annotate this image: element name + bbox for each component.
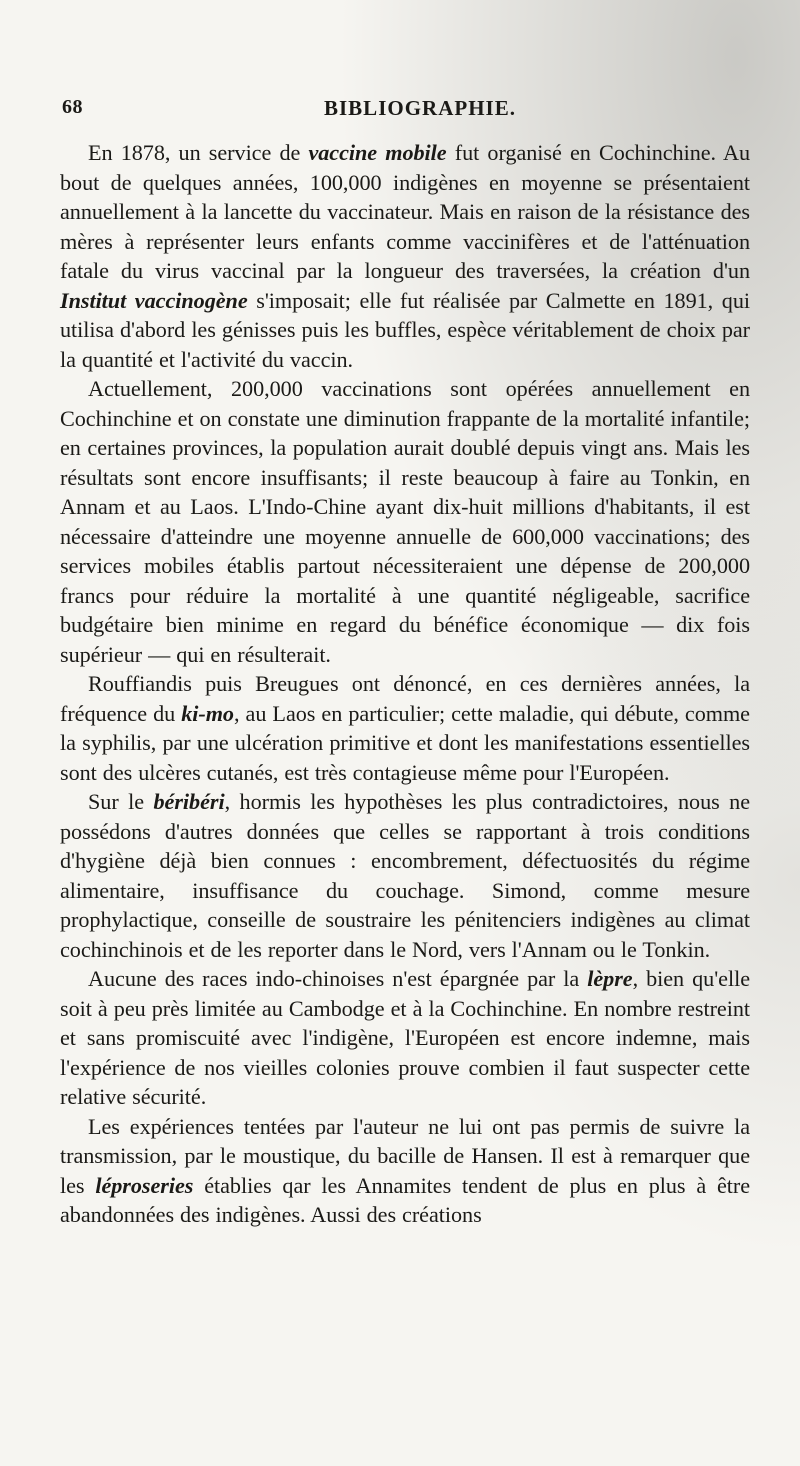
- text-segment: Actuellement, 200,000 vaccinations sont opérées annuellement en Cochinchine et on constate une diminution frappante de la mortalité infantile; en certaines provinces, la population aurait doublé depuis vingt ans. Mais les résultats sont encore insuffisants; il reste beaucoup à faire au Tonkin, en Annam et au Laos. L'Indo-Chine ayant dix-huit millions d'habitants, il est nécessaire d'atteindre une moyenne annuelle de 600,000 vaccinations; des services mobiles établis partout nécessiteraient une dépense de 200,000 francs pour réduire la mortalité à une quantité négligeable, sacrifice budgétaire bien minime en regard du bénéfice économique — dix fois supérieur — qui en résulterait.: [60, 376, 750, 667]
- italic-term: léproseries: [95, 1172, 194, 1198]
- paragraph-leproseries: [60, 1112, 750, 1230]
- paragraph-vaccine: [60, 138, 750, 374]
- running-title: BIBLIOGRAPHIE.: [324, 96, 516, 120]
- page-header: [62, 96, 737, 126]
- paragraph-lepre: [60, 964, 750, 1112]
- text-segment: Rouffiandis puis Breugues ont dénoncé, en ces dernières années, la fréquence du: [60, 671, 750, 726]
- paragraph-beriberi: [60, 787, 750, 964]
- italic-term: ki-mo: [181, 700, 234, 726]
- paragraph-vaccinations: [60, 374, 750, 669]
- italic-term: vaccine mobile: [308, 140, 447, 165]
- text-segment: Les expériences tentées par l'auteur ne lui ont pas permis de suivre la transmission, par le moustique, du bacille de Hansen. Il est à remarquer que les: [60, 1113, 750, 1198]
- text-segment: Aucune des races indo-chinoises n'est épargnée par la: [88, 966, 588, 991]
- text-segment: , bien qu'elle soit à peu près limitée au Cambodge et à la Cochinchine. En nombre restreint et sans promiscuité avec l'indigène, l'Européen est encore indemne, mais l'expérience de nos vieilles colonies prouve combien il faut suspecter cette relative sécurité.: [60, 966, 750, 1109]
- body-text: [60, 138, 750, 1230]
- italic-term: lèpre: [587, 966, 633, 991]
- italic-term: Institut vaccinogène: [60, 287, 248, 313]
- text-segment: s'imposait; elle fut réalisée par Calmette en 1891, qui utilisa d'abord les génisses puis les buffles, espèce véritablement de choix par la quantité et l'activité du vaccin.: [60, 287, 750, 372]
- text-segment: , au Laos en particulier; cette maladie, qui débute, comme la syphilis, par une ulcération primitive et dont les manifestations essentielles sont des ulcères cutanés, est très contagieuse même pour l'Européen.: [60, 700, 750, 785]
- text-segment: fut organisé en Cochinchine. Au bout de quelques années, 100,000 indigènes en moyenne se présentaient annuellement à la lancette du vaccinateur. Mais en raison de la résistance des mères à représenter leurs enfants comme vaccinifères et de l'atténuation fatale du virus vaccinal par la longueur des traversées, la création d'un: [60, 140, 750, 283]
- page-number: 68: [62, 96, 83, 118]
- italic-term: béribéri: [153, 789, 225, 814]
- text-segment: En 1878, un service de: [88, 140, 309, 165]
- paragraph-ki-mo: [60, 669, 750, 787]
- text-segment: établies qar les Annamites tendent de plus en plus à être abandonnées des indigènes. Aussi des créations: [60, 1172, 750, 1227]
- text-segment: Sur le: [88, 789, 154, 814]
- text-segment: , hormis les hypothèses les plus contradictoires, nous ne possédons d'autres données que celles se rapportant à trois conditions d'hygiène déjà bien connues : encombrement, défectuosités du régime alimentaire, insuffisance du couchage. Simond, comme mesure prophylactique, conseille de soustraire les pénitenciers indigènes au climat cochinchinois et de les reporter dans le Nord, vers l'Annam ou le Tonkin.: [60, 789, 751, 962]
